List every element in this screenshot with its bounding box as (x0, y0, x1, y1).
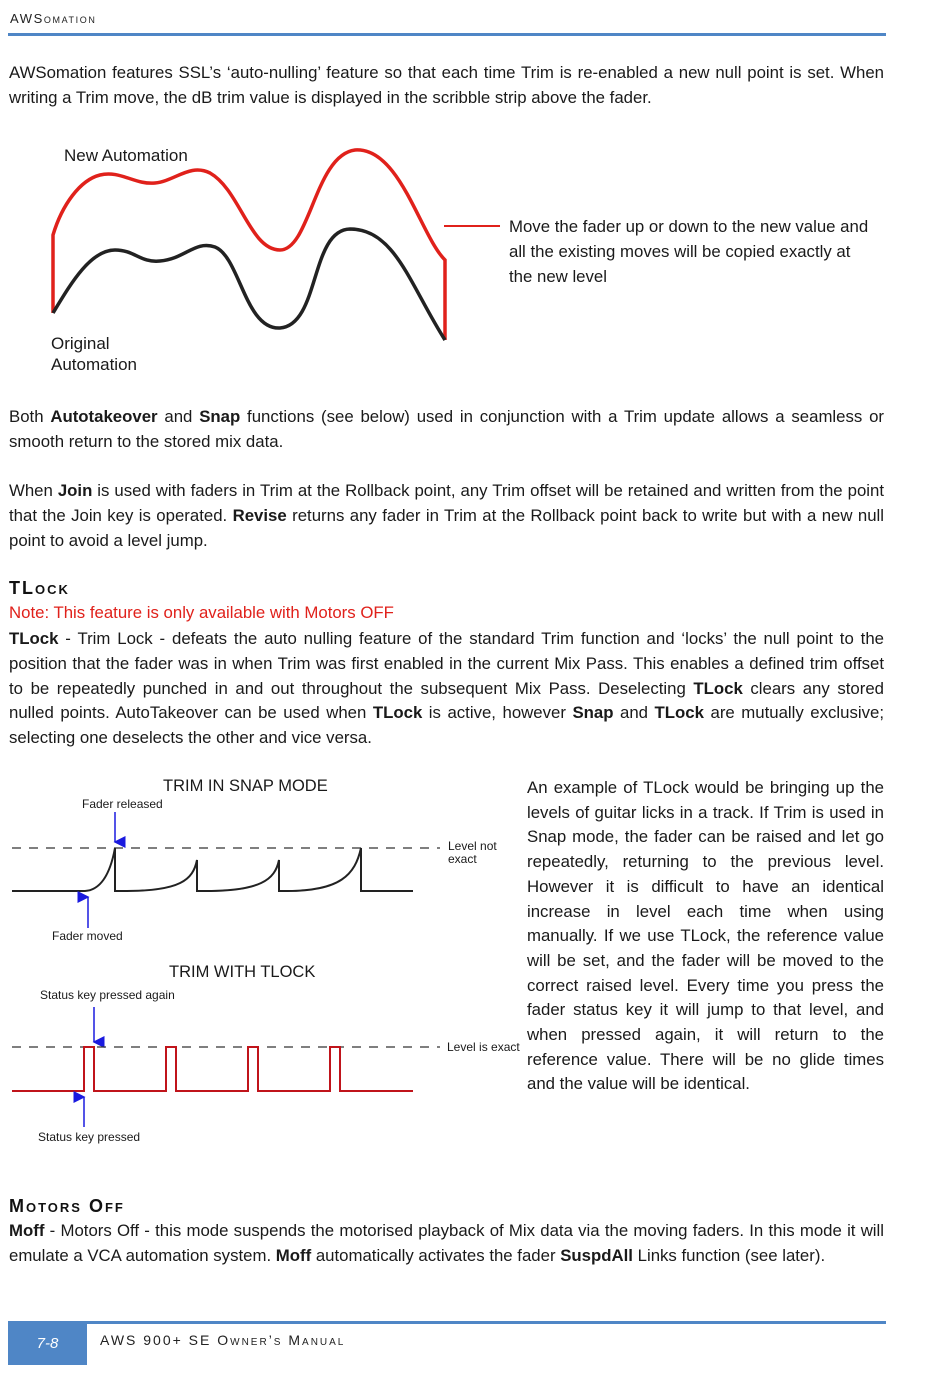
motors-off-heading: Motors Off (9, 1196, 125, 1216)
footer-rule (8, 1321, 886, 1324)
header-rule (8, 33, 886, 36)
fader-moved-label: Fader moved (52, 929, 123, 943)
motors-off-paragraph: Moff - Motors Off - this mode suspends the motorised playback of Mix data via the moving faders. In this mode it will emulate a VCA automation system. Moff automatically activates the fader SuspdAll Links function (see later). (9, 1221, 884, 1265)
trim-automation-figure (0, 135, 950, 390)
running-header: AWSomation (10, 11, 97, 26)
callout-line-1: Move the fader up or down to the new value and (509, 217, 869, 236)
original-automation-label-line1: Original (51, 334, 110, 353)
intro-paragraph: AWSomation features SSL’s ‘auto-nulling’ feature so that each time Trim is re-enabled a new null point is set. When writing a Trim move, the dB trim value is displayed in the scribble strip above the fader. (9, 63, 884, 107)
snap-tlock-figure (0, 770, 525, 1150)
status-key-pressed-again-label: Status key pressed again (40, 988, 175, 1002)
level-not-exact-label-1: Level not (448, 839, 497, 853)
autotakeover-paragraph: Both Autotakeover and Snap functions (see below) used in conjunction with a Trim update allows a seamless or smooth return to the stored mix data. (9, 407, 884, 451)
tlock-title: TRIM WITH TLOCK (169, 963, 316, 981)
tlock-paragraph: TLock - Trim Lock - defeats the auto nulling feature of the standard Trim function and ‘locks’ the null point to the position that the fader was in when Trim was first enabled in the current Mix Pass. This enables a defined trim offset to be repeatedly punched in and out throughout the subsequent Mix Pass. Deselecting TLock clears any stored nulled points. AutoTakeover can be used when TLock is active, however Snap and TLock are mutually exclusive; selecting one deselects the other and vice versa. (9, 629, 884, 748)
level-not-exact-label-2: exact (448, 852, 477, 866)
tlock-trace (12, 1047, 413, 1091)
tlock-heading: TLock (9, 578, 70, 598)
manual-title: AWS 900+ SE Owner’s Manual (100, 1332, 346, 1348)
status-key-pressed-label: Status key pressed (38, 1130, 141, 1144)
callout-line-2: all the existing moves will be copied exactly at (509, 242, 851, 261)
snap-mode-trace (12, 848, 413, 891)
join-paragraph: When Join is used with faders in Trim at the Rollback point, any Trim offset will be retained and written from the point that the Join key is operated. Revise returns any fader in Trim at the Rollback point back to write but with a new null point to avoid a level jump. (9, 481, 884, 550)
new-automation-label: New Automation (64, 146, 188, 165)
original-automation-curve (53, 229, 445, 340)
page-number: 7-8 (8, 1321, 87, 1365)
tlock-example-text: An example of TLock would be bringing up the levels of guitar licks in a track. If Trim is used in Snap mode, the fader can be raised and let go repeatedly, returning to the previous level. However it is difficult to have an identical increase in level each time when using manually. If we use TLock, the reference value will be set, and the fader will be moved to the correct raised level. Every time you press the fader status key it will jump to that level, and when pressed again, it will return to the reference value. There will be no glide times and the value will be identical. (527, 778, 884, 1094)
original-automation-label-line2: Automation (51, 355, 137, 374)
snap-mode-title: TRIM IN SNAP MODE (163, 777, 328, 795)
tlock-note: Note: This feature is only available with Motors OFF (9, 603, 394, 622)
callout-line-3: the new level (509, 267, 607, 286)
level-is-exact-label: Level is exact (447, 1040, 520, 1054)
fader-released-label: Fader released (82, 797, 163, 811)
